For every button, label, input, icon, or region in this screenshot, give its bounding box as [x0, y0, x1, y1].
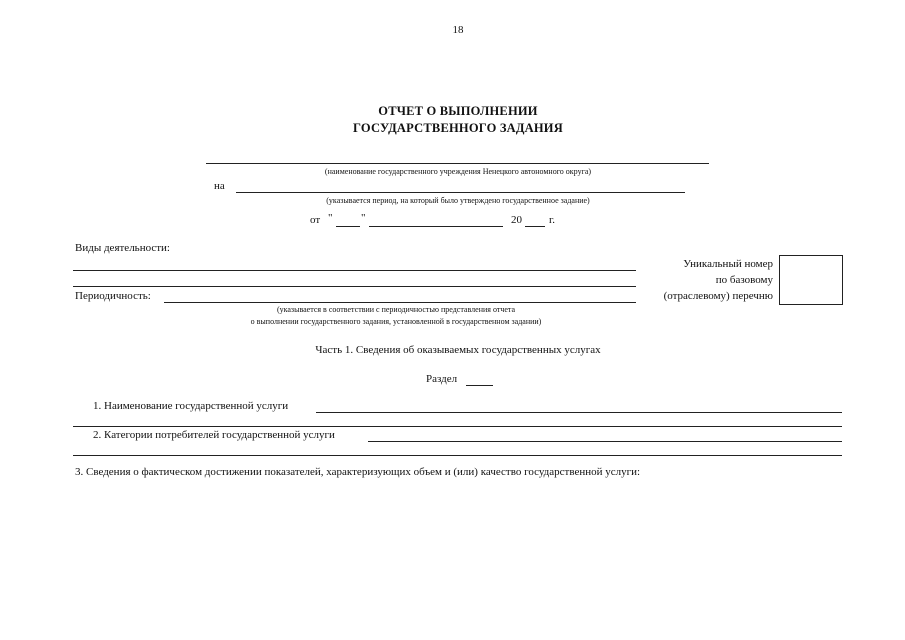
service-name-field-2[interactable] — [73, 426, 842, 427]
activity-field-1[interactable] — [73, 270, 636, 271]
quote-close: " — [361, 212, 366, 224]
part1-heading: Часть 1. Сведения об оказываемых государственных услугах — [315, 344, 601, 356]
report-title-line2: ГОСУДАРСТВЕННОГО ЗАДАНИЯ — [353, 121, 563, 135]
activity-label: Виды деятельности: — [75, 242, 170, 254]
unique-number-label-line3: (отраслевому) перечню — [663, 290, 773, 302]
date-month-field[interactable] — [369, 226, 503, 227]
date-year-field[interactable] — [525, 226, 545, 227]
date-day-field[interactable] — [336, 226, 360, 227]
periodicity-label: Периодичность: — [75, 290, 151, 302]
year-prefix: 20 — [511, 214, 522, 226]
section-number-field[interactable] — [466, 385, 493, 386]
report-title-line1: ОТЧЕТ О ВЫПОЛНЕНИИ — [378, 104, 538, 118]
period-caption: (указывается период, на который было утверждено государственное задание) — [326, 196, 590, 205]
year-suffix: г. — [549, 214, 556, 226]
unique-number-box[interactable] — [779, 255, 843, 305]
period-field[interactable] — [236, 192, 685, 193]
na-label: на — [214, 180, 225, 192]
institution-name-field[interactable] — [206, 163, 709, 164]
consumer-category-field-2[interactable] — [73, 455, 842, 456]
service-name-field[interactable] — [316, 412, 842, 413]
item1-label: 1. Наименование государственной услуги — [93, 400, 289, 412]
unique-number-label-line2: по базовому — [715, 274, 773, 286]
institution-caption: (наименование государственного учреждения Ненецкого автономного округа) — [324, 167, 592, 176]
item3-label: 3. Сведения о фактическом достижении показателей, характеризующих объем и (или) качество государственной услуги: — [75, 466, 641, 478]
periodicity-caption-line1: (указывается в соответствии с периодичностью представления отчета — [276, 305, 516, 314]
activity-field-2[interactable] — [73, 286, 636, 287]
periodicity-field[interactable] — [164, 302, 636, 303]
consumer-category-field[interactable] — [368, 441, 842, 442]
periodicity-caption-line2: о выполнении государственного задания, установленной в государственном задании) — [250, 317, 542, 326]
page-number: 18 — [452, 24, 464, 36]
quote-open: " — [328, 212, 333, 224]
item2-label: 2. Категории потребителей государственной услуги — [93, 429, 335, 441]
date-from-label: от — [310, 214, 321, 226]
section-label: Раздел — [426, 373, 458, 385]
unique-number-label-line1: Уникальный номер — [683, 258, 773, 270]
